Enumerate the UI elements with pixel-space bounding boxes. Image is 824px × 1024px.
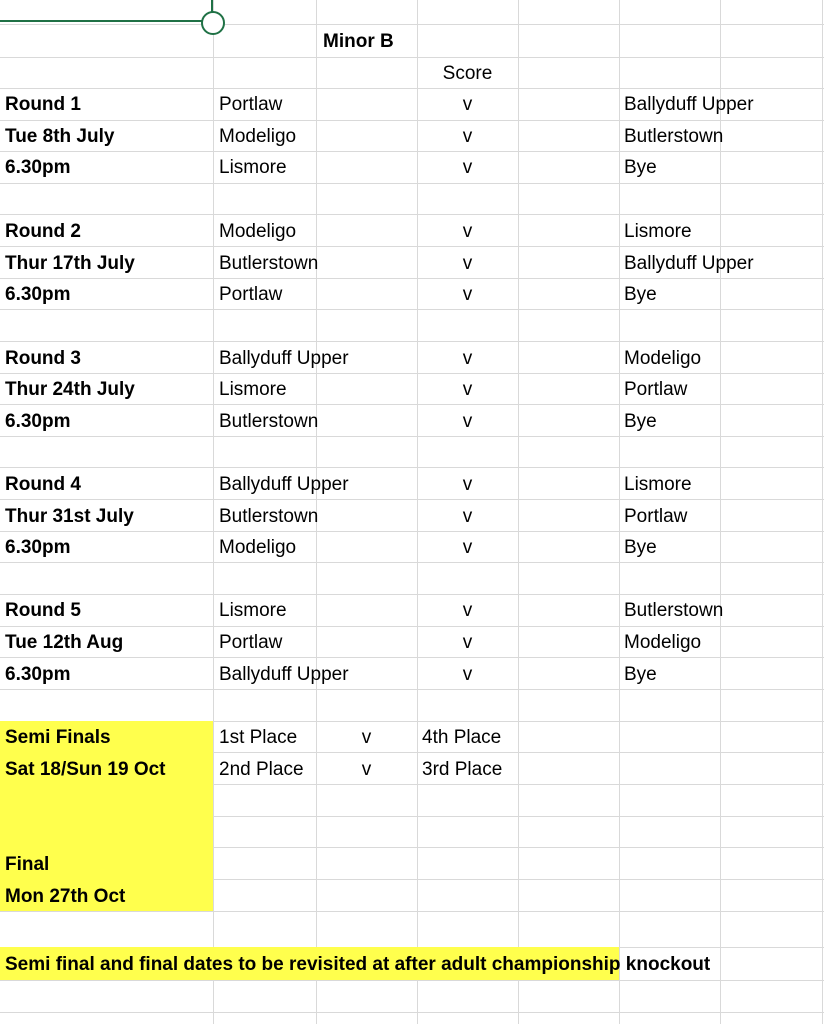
round-4-label[interactable]: Round 4 [5, 474, 81, 495]
row-gridline [0, 151, 824, 152]
round-1-date[interactable]: Tue 8th July [5, 126, 115, 147]
fixture-vs[interactable]: v [462, 94, 473, 115]
fixture-vs[interactable]: v [462, 284, 473, 305]
round-5-label[interactable]: Round 5 [5, 600, 81, 621]
round-2-time[interactable]: 6.30pm [5, 284, 71, 305]
fixture-home[interactable]: Portlaw [219, 94, 283, 115]
dates-note[interactable]: Semi final and final dates to be revisited at after adult championship knockout [5, 954, 711, 975]
semi-away[interactable]: 4th Place [422, 727, 502, 748]
column-gridline [518, 0, 519, 1024]
round-2-label[interactable]: Round 2 [5, 221, 81, 242]
fixture-home[interactable]: Lismore [219, 600, 287, 621]
final-label[interactable]: Final [5, 854, 50, 875]
sheet-title[interactable]: Minor B [323, 31, 394, 52]
row-gridline [0, 980, 824, 981]
fixture-home[interactable]: Portlaw [219, 284, 283, 305]
row-gridline [0, 278, 824, 279]
round-5-time[interactable]: 6.30pm [5, 664, 71, 685]
row-gridline [0, 309, 824, 310]
row-gridline [0, 436, 824, 437]
row-gridline [0, 246, 824, 247]
fixture-home[interactable]: Butlerstown [219, 506, 319, 527]
fixture-away[interactable]: Portlaw [624, 379, 688, 400]
fixture-vs[interactable]: v [462, 253, 473, 274]
score-header[interactable]: Score [442, 63, 493, 84]
fixture-vs[interactable]: v [462, 632, 473, 653]
active-cell-selection[interactable] [0, 0, 213, 22]
fixture-vs[interactable]: v [462, 506, 473, 527]
fixture-away[interactable]: Bye [624, 157, 657, 178]
fixture-home[interactable]: Modeligo [219, 537, 297, 558]
column-gridline [213, 0, 214, 1024]
fixture-away[interactable]: Butlerstown [624, 126, 724, 147]
row-gridline [0, 531, 824, 532]
fixture-home[interactable]: Ballyduff Upper [219, 474, 349, 495]
final-date[interactable]: Mon 27th Oct [5, 886, 126, 907]
semi-home[interactable]: 2nd Place [219, 759, 304, 780]
column-gridline [822, 0, 823, 1024]
fixture-vs[interactable]: v [462, 379, 473, 400]
row-gridline [0, 24, 824, 25]
round-4-time[interactable]: 6.30pm [5, 537, 71, 558]
round-3-label[interactable]: Round 3 [5, 348, 81, 369]
round-1-label[interactable]: Round 1 [5, 94, 81, 115]
fixture-away[interactable]: Bye [624, 664, 657, 685]
fixture-home[interactable]: Modeligo [219, 221, 297, 242]
fill-handle-icon[interactable] [201, 11, 225, 35]
fixture-vs[interactable]: v [462, 537, 473, 558]
row-gridline [0, 626, 824, 627]
fixture-away[interactable]: Lismore [624, 474, 692, 495]
fixture-away[interactable]: Butlerstown [624, 600, 724, 621]
round-3-date[interactable]: Thur 24th July [5, 379, 135, 400]
row-gridline [0, 404, 824, 405]
fixture-away[interactable]: Lismore [624, 221, 692, 242]
fixture-vs[interactable]: v [462, 474, 473, 495]
fixture-home[interactable]: Lismore [219, 157, 287, 178]
row-gridline [0, 499, 824, 500]
row-gridline [0, 562, 824, 563]
row-gridline [0, 467, 824, 468]
fixture-away[interactable]: Bye [624, 284, 657, 305]
row-gridline [0, 341, 824, 342]
column-gridline [619, 0, 620, 1024]
round-4-date[interactable]: Thur 31st July [5, 506, 134, 527]
row-gridline [0, 689, 824, 690]
fixture-away[interactable]: Portlaw [624, 506, 688, 527]
fixture-away[interactable]: Bye [624, 537, 657, 558]
knockout-highlight [0, 721, 213, 911]
semi-away[interactable]: 3rd Place [422, 759, 503, 780]
fixture-vs[interactable]: v [462, 126, 473, 147]
row-gridline [0, 120, 824, 121]
fixture-vs[interactable]: v [462, 157, 473, 178]
semi-vs[interactable]: v [361, 759, 372, 780]
fixture-home[interactable]: Ballyduff Upper [219, 348, 349, 369]
fixture-vs[interactable]: v [462, 221, 473, 242]
row-gridline [0, 183, 824, 184]
fixture-vs[interactable]: v [462, 348, 473, 369]
row-gridline [0, 594, 824, 595]
fixture-home[interactable]: Butlerstown [219, 253, 319, 274]
fixture-home[interactable]: Ballyduff Upper [219, 664, 349, 685]
round-1-time[interactable]: 6.30pm [5, 157, 71, 178]
fixture-vs[interactable]: v [462, 600, 473, 621]
fixture-away[interactable]: Modeligo [624, 348, 702, 369]
round-3-time[interactable]: 6.30pm [5, 411, 71, 432]
row-gridline [0, 214, 824, 215]
fixture-away[interactable]: Bye [624, 411, 657, 432]
fixture-vs[interactable]: v [462, 411, 473, 432]
semi-finals-date[interactable]: Sat 18/Sun 19 Oct [5, 759, 166, 780]
fixture-home[interactable]: Modeligo [219, 126, 297, 147]
semi-finals-label[interactable]: Semi Finals [5, 727, 111, 748]
fixture-away[interactable]: Ballyduff Upper [624, 94, 754, 115]
row-gridline [0, 911, 824, 912]
row-gridline [0, 57, 824, 58]
fixture-home[interactable]: Lismore [219, 379, 287, 400]
fixture-away[interactable]: Modeligo [624, 632, 702, 653]
column-gridline [720, 0, 721, 1024]
fixture-home[interactable]: Butlerstown [219, 411, 319, 432]
row-gridline [0, 657, 824, 658]
fixture-vs[interactable]: v [462, 664, 473, 685]
round-2-date[interactable]: Thur 17th July [5, 253, 135, 274]
semi-vs[interactable]: v [361, 727, 372, 748]
fixture-home[interactable]: Portlaw [219, 632, 283, 653]
row-gridline [0, 1012, 824, 1013]
fixture-away[interactable]: Ballyduff Upper [624, 253, 754, 274]
semi-home[interactable]: 1st Place [219, 727, 298, 748]
round-5-date[interactable]: Tue 12th Aug [5, 632, 124, 653]
row-gridline [0, 373, 824, 374]
row-gridline [0, 88, 824, 89]
